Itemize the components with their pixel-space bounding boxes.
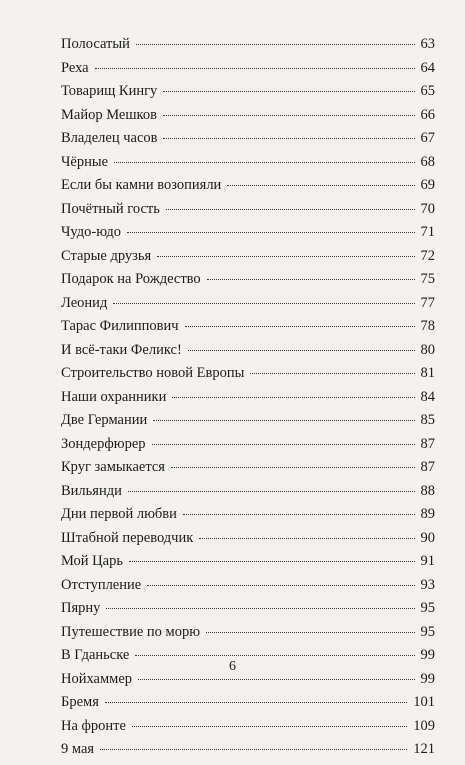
toc-entry: [61, 718, 435, 742]
dot-leader: [114, 162, 414, 163]
toc-entry-page: 63: [420, 36, 435, 52]
dot-leader: [128, 491, 415, 492]
toc-entry: [61, 271, 435, 295]
toc-entry-title: Отступление: [61, 576, 142, 593]
toc-entry: [61, 459, 435, 483]
toc-entry-title: Полосатый: [61, 36, 130, 52]
table-of-contents: [61, 36, 435, 765]
toc-entry: [61, 60, 435, 84]
toc-entry: [61, 36, 435, 60]
toc-entry-title: Вильянди: [61, 482, 122, 499]
toc-entry: [61, 248, 435, 272]
toc-entry-title: Мой Царь: [61, 553, 123, 569]
toc-entry-title: Бремя: [61, 694, 99, 710]
toc-entry: [61, 130, 435, 154]
toc-entry-page: 84: [420, 388, 435, 405]
toc-entry: [61, 389, 435, 413]
toc-entry-page: 95: [420, 623, 435, 640]
toc-entry-page: 68: [420, 153, 435, 170]
dot-leader: [147, 585, 414, 586]
toc-entry-title: И всё-таки Феликс!: [61, 341, 182, 358]
dot-leader: [135, 655, 414, 656]
toc-entry-title: Две Германии: [61, 412, 148, 428]
dot-leader: [127, 232, 415, 233]
toc-entry: [61, 436, 435, 460]
toc-entry-page: 93: [420, 576, 435, 593]
toc-entry-title: Пярну: [61, 600, 101, 616]
dot-leader: [207, 279, 415, 280]
dot-leader: [227, 185, 414, 186]
dot-leader: [183, 514, 415, 515]
toc-entry-title: Почётный гость: [61, 200, 160, 217]
toc-entry-title: В Гданьске: [61, 647, 130, 663]
dot-leader: [188, 350, 415, 351]
dot-leader: [171, 467, 415, 468]
dot-leader: [185, 326, 415, 327]
toc-entry-title: Строительство новой Европы: [61, 365, 245, 381]
toc-entry-page: 95: [420, 600, 435, 616]
toc-entry-page: 70: [420, 200, 435, 217]
toc-entry-page: 64: [420, 59, 435, 76]
toc-entry-page: 78: [420, 318, 435, 334]
page-number: 6: [229, 659, 236, 674]
dot-leader: [163, 115, 415, 116]
toc-entry: [61, 201, 435, 225]
dot-leader: [199, 538, 414, 539]
dot-leader: [206, 632, 414, 633]
dot-leader: [153, 420, 414, 421]
toc-entry-title: Майор Мешков: [61, 106, 157, 123]
toc-entry-title: Тарас Филиппович: [61, 318, 179, 334]
dot-leader: [136, 44, 415, 45]
toc-entry-title: Нойхаммер: [61, 670, 133, 687]
dot-leader: [172, 397, 414, 398]
toc-entry-page: 85: [420, 412, 435, 428]
toc-entry-page: 69: [420, 177, 435, 193]
dot-leader: [250, 373, 414, 374]
toc-entry-page: 81: [420, 365, 435, 381]
dot-leader: [163, 138, 414, 139]
toc-entry: [61, 530, 435, 554]
dot-leader: [157, 256, 414, 257]
toc-entry-page: 89: [420, 506, 435, 522]
dot-leader: [163, 91, 414, 92]
toc-entry-page: 80: [420, 341, 435, 358]
dot-leader: [166, 209, 415, 210]
dot-leader: [113, 303, 414, 304]
toc-entry-title: Подарок на Рождество: [61, 271, 201, 287]
toc-entry-title: Владелец часов: [61, 130, 158, 146]
toc-entry: [61, 365, 435, 389]
toc-entry-title: Штабной переводчик: [61, 529, 194, 546]
toc-entry: [61, 624, 435, 648]
toc-entry-title: Зондерфюрер: [61, 435, 146, 452]
dot-leader: [95, 68, 415, 69]
toc-entry-title: Наши охранники: [61, 388, 167, 405]
toc-entry: [61, 741, 435, 765]
toc-entry-title: Старые друзья: [61, 247, 152, 264]
toc-entry-page: 88: [420, 482, 435, 499]
toc-entry: [61, 506, 435, 530]
dot-leader: [129, 561, 415, 562]
toc-entry-page: 75: [420, 271, 435, 287]
toc-entry-page: 99: [420, 647, 435, 663]
toc-entry: [61, 107, 435, 131]
toc-entry-page: 99: [420, 670, 435, 687]
toc-entry-title: Товарищ Кингу: [61, 83, 158, 99]
toc-entry: [61, 83, 435, 107]
toc-entry-title: Путешествие по морю: [61, 623, 201, 640]
toc-entry-page: 72: [420, 247, 435, 264]
toc-entry-page: 77: [420, 294, 435, 311]
toc-entry-page: 87: [420, 435, 435, 452]
toc-entry: [61, 342, 435, 366]
toc-entry-page: 66: [420, 106, 435, 123]
toc-entry: [61, 154, 435, 178]
toc-entry-title: Круг замыкается: [61, 459, 165, 475]
toc-entry-title: Реха: [61, 59, 89, 76]
toc-entry-title: Если бы камни возопияли: [61, 177, 222, 193]
toc-entry-page: 121: [413, 741, 435, 757]
dot-leader: [138, 679, 414, 680]
toc-entry-page: 65: [420, 83, 435, 99]
toc-entry-title: Леонид: [61, 294, 108, 311]
toc-entry-page: 87: [420, 459, 435, 475]
toc-entry-title: Чёрные: [61, 153, 109, 170]
toc-entry-title: Чудо-юдо: [61, 224, 121, 240]
toc-entry-page: 67: [420, 130, 435, 146]
toc-entry: [61, 483, 435, 507]
dot-leader: [105, 702, 407, 703]
toc-entry: [61, 224, 435, 248]
dot-leader: [152, 444, 415, 445]
toc-entry-page: 71: [420, 224, 435, 240]
toc-entry-page: 109: [413, 717, 435, 734]
toc-entry-title: 9 мая: [61, 741, 95, 757]
toc-entry: [61, 412, 435, 436]
dot-leader: [100, 749, 407, 750]
toc-entry: [61, 553, 435, 577]
toc-entry: [61, 295, 435, 319]
toc-entry: [61, 318, 435, 342]
toc-entry-page: 91: [420, 553, 435, 569]
dot-leader: [132, 726, 407, 727]
toc-entry: [61, 600, 435, 624]
toc-entry-page: 90: [420, 529, 435, 546]
dot-leader: [106, 608, 414, 609]
toc-entry: [61, 177, 435, 201]
toc-entry-page: 101: [413, 694, 435, 710]
toc-entry-title: Дни первой любви: [61, 506, 177, 522]
toc-entry-title: На фронте: [61, 717, 126, 734]
toc-entry: [61, 577, 435, 601]
